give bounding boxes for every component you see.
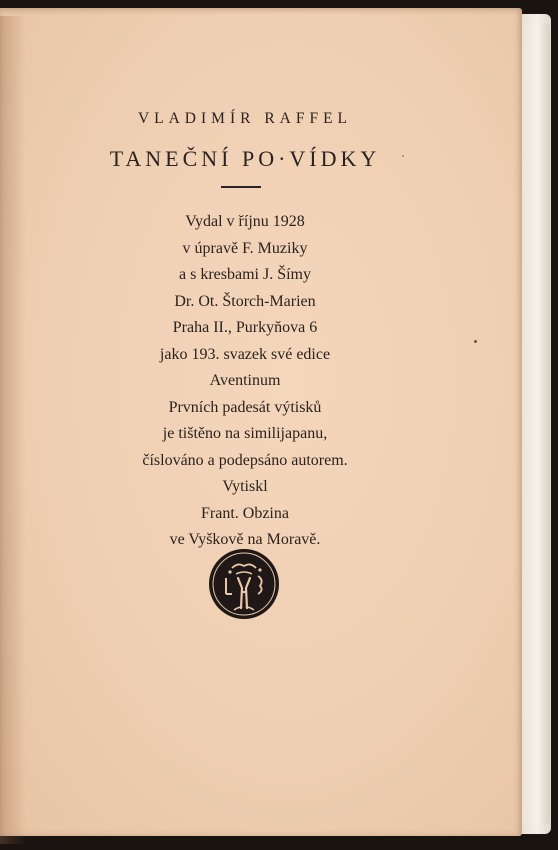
colophon	[0, 209, 490, 554]
colophon-line: Frant. Obzina	[201, 504, 289, 522]
colophon-line: číslováno a podepsáno autorem.	[142, 451, 348, 469]
colophon-line: ve Vyškově na Moravě.	[169, 531, 321, 548]
colophon-line: jako 193. svazek své edice	[159, 345, 331, 363]
colophon-line: v úpravě F. Muziky	[182, 239, 308, 257]
colophon-line: Vytiskl	[222, 478, 268, 495]
book-title: TANEČNÍ PO·VÍDKY	[109, 146, 381, 171]
colophon-line: Vydal v říjnu 1928	[185, 213, 305, 230]
author-name: VLADIMÍR RAFFEL	[137, 110, 353, 127]
title-page	[0, 8, 522, 836]
colophon-line: je tištěno na similijapanu,	[162, 425, 328, 442]
colophon-line: Aventinum	[209, 372, 281, 389]
page-stack-edge	[520, 24, 550, 824]
colophon-line: Prvních padesát výtisků	[168, 398, 322, 416]
colophon-line: Dr. Ot. Štorch-Marien	[174, 292, 316, 310]
colophon-line: Praha II., Purkyňova 6	[172, 319, 318, 336]
colophon-line: a s kresbami J. Šímy	[179, 266, 311, 283]
title-divider	[221, 186, 261, 188]
printer-emblem-icon	[208, 548, 280, 620]
